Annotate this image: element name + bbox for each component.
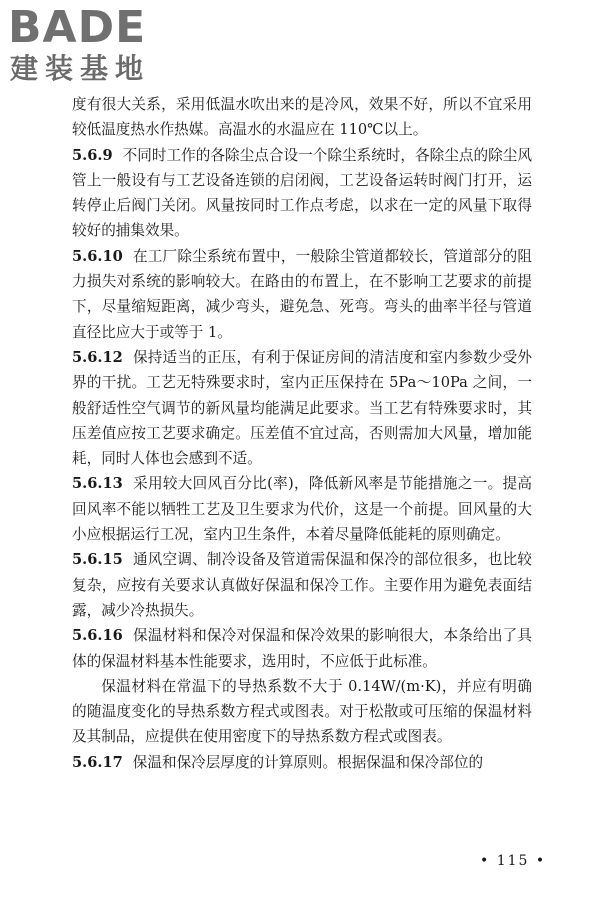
bade-logo <box>8 4 150 86</box>
paragraph-text: 保温材料在常温下的导热系数不大于 0.14W/(m·K)，并应有明确的随温度变化的导热系数方程式或图表。对于松散或可压缩的保温材料及其制品，应提供在使用密度下的导热系数方程式或图表。 <box>72 677 532 746</box>
clause-text: 保温材料和保冷对保温和保冷效果的影响很大，本条给出了具体的保温材料基本性能要求，选用时，不应低于此标准。 <box>72 627 532 670</box>
clause-number: 5.6.17 <box>72 753 123 771</box>
clause-text: 通风空调、制冷设备及管道需保温和保冷的部位很多，也比较复杂，应按有关要求认真做好保温和保冷工作。主要作用为避免表面结露，减少冷热损失。 <box>72 551 532 619</box>
clause-text: 采用较大回风百分比(率)，降低新风率是节能措施之一。提高回风率不能以牺牲工艺及卫生要求为代价，这是一个前提。回风量的大小应根据运行工况，室内卫生条件，本着尽量降低能耗的原则确定。 <box>72 475 532 544</box>
paragraph-text: 度有很大关系，采用低温水吹出来的是冷风，效果不好，所以不宜采用较低温度热水作热媒。高温水的水温应在 110℃以上。 <box>72 96 532 139</box>
clause-5-6-13 <box>72 471 532 547</box>
clause-text: 不同时工作的各除尘点合设一个除尘系统时，各除尘点的除尘风管上一般设有与工艺设备连锁的启闭阀，工艺设备运转时阀门打开，运转停止后阀门关闭。风量按同时工作点考虑，以求在一定的风量下取得较好的捕集效果。 <box>72 146 532 240</box>
document-body <box>72 92 532 775</box>
clause-number: 5.6.12 <box>72 348 123 366</box>
clause-text: 在工厂除尘系统布置中，一般除尘管道都较长，管道部分的阻力损失对系统的影响较大。在路由的布置上，在不影响工艺要求的前提下，尽量缩短距离，减少弯头，避免急、死弯。弯头的曲率半径与管道直径比应大于或等于 1。 <box>72 247 532 341</box>
clause-5-6-17 <box>72 750 532 775</box>
clause-text: 保温和保冷层厚度的计算原则。根据保温和保冷部位的 <box>132 753 484 771</box>
clause-5-6-9 <box>72 143 532 244</box>
paragraph-continuation <box>72 92 532 143</box>
clause-number: 5.6.13 <box>72 475 123 493</box>
clause-text: 保持适当的正压，有利于保证房间的清洁度和室内参数少受外界的干扰。工艺无特殊要求时，室内正压保持在 5Pa～10Pa 之间，一般舒适性空气调节的新风量均能满足此要求。当工艺有特殊要求时，其压差值应按工艺要求确定。压差值不宜过高，否则需加大风量，增加能耗，同时人体也会感到不适。 <box>72 348 532 468</box>
clause-5-6-16 <box>72 623 532 674</box>
logo-wordmark: BADE <box>8 2 147 53</box>
page-number: • 115 • <box>480 853 547 869</box>
clause-number: 5.6.15 <box>72 551 123 569</box>
clause-5-6-12 <box>72 345 532 471</box>
clause-number: 5.6.16 <box>72 627 123 645</box>
clause-number: 5.6.9 <box>72 146 113 164</box>
clause-5-6-16-continuation <box>72 674 532 750</box>
clause-5-6-15 <box>72 547 532 623</box>
logo-subtitle: 建装基地 <box>10 52 151 85</box>
clause-5-6-10 <box>72 244 532 345</box>
clause-number: 5.6.10 <box>72 247 123 265</box>
